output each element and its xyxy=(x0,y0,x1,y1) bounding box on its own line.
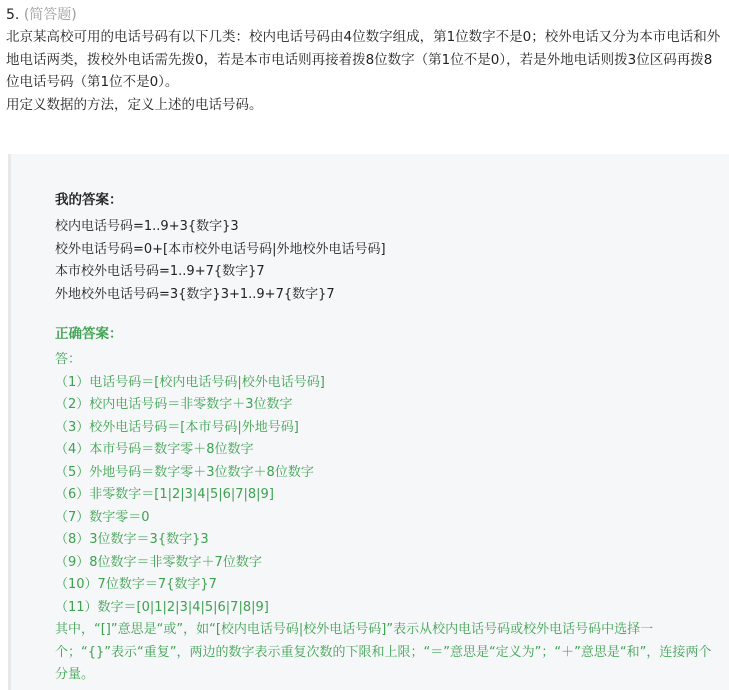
question-instruction: 用定义数据的方法，定义上述的电话号码。 xyxy=(6,96,263,113)
correct-answer-body xyxy=(55,349,715,687)
correct-answer-line: （11）数字＝[0|1|2|3|4|5|6|7|8|9] xyxy=(55,599,269,615)
my-answer-body xyxy=(55,216,386,306)
question-text: 北京某高校可用的电话号码有以下几类：校内电话号码由4位数字组成，第1位数字不是0；校外电话又分为本市电话和外地电话两类，拨校外电话需先拨0，若是本市电话则再接着拨8位数字（第1位不是0），若是外地电话则拨3位区码再拨8位电话号码（第1位不是0）。 xyxy=(6,29,721,90)
correct-answer-line: （2）校内电话号码＝非零数字＋3位数字 xyxy=(55,397,293,412)
answer-panel xyxy=(8,154,729,690)
correct-answer-line: （9）8位数字＝非零数字＋7位数字 xyxy=(55,554,262,570)
my-answer-title: 我的答案： xyxy=(55,192,123,208)
correct-answer-explanation: 其中，“[]”意思是“或”，如“[校内电话号码|校外电话号码]”表示从校内电话号码或校外电话号码中选择一个；“{}”表示“重复”，两边的数字表示重复次数的下限和上限；“＝”意思是“定义为”；“＋”意思是“和”，连接两个分量。 xyxy=(55,622,712,682)
my-answer-line: 外地校外电话号码=3{数字}3+1..9+7{数字}7 xyxy=(55,286,335,302)
question-number: 5. xyxy=(6,7,20,23)
question-header xyxy=(6,4,724,26)
correct-answer-title: 正确答案： xyxy=(55,326,123,342)
question-block xyxy=(6,4,724,116)
correct-answer-line: （7）数字零＝0 xyxy=(55,509,150,525)
correct-answer-intro: 答： xyxy=(55,352,82,367)
question-type: (简答题) xyxy=(23,7,77,23)
correct-answer-line: （5）外地号码＝数字零＋3位数字＋8位数字 xyxy=(55,464,314,480)
correct-answer-line: （6）非零数字＝[1|2|3|4|5|6|7|8|9] xyxy=(55,487,274,502)
my-answer-line: 本市校外电话号码=1..9+7{数字}7 xyxy=(55,264,265,279)
correct-answer-line: （10）7位数字＝7{数字}7 xyxy=(55,577,217,592)
my-answer-line: 校内电话号码=1..9+3{数字}3 xyxy=(55,219,239,234)
correct-answer-line: （1）电话号码＝[校内电话号码|校外电话号码] xyxy=(55,374,325,390)
correct-answer-line: （8）3位数字＝3{数字}3 xyxy=(55,532,209,547)
correct-answer-line: （4）本市号码＝数字零＋8位数字 xyxy=(55,442,254,457)
my-answer-line: 校外电话号码=0+[本市校外电话号码|外地校外电话号码] xyxy=(55,241,386,257)
correct-answer-line: （3）校外电话号码＝[本市号码|外地号码] xyxy=(55,419,299,435)
